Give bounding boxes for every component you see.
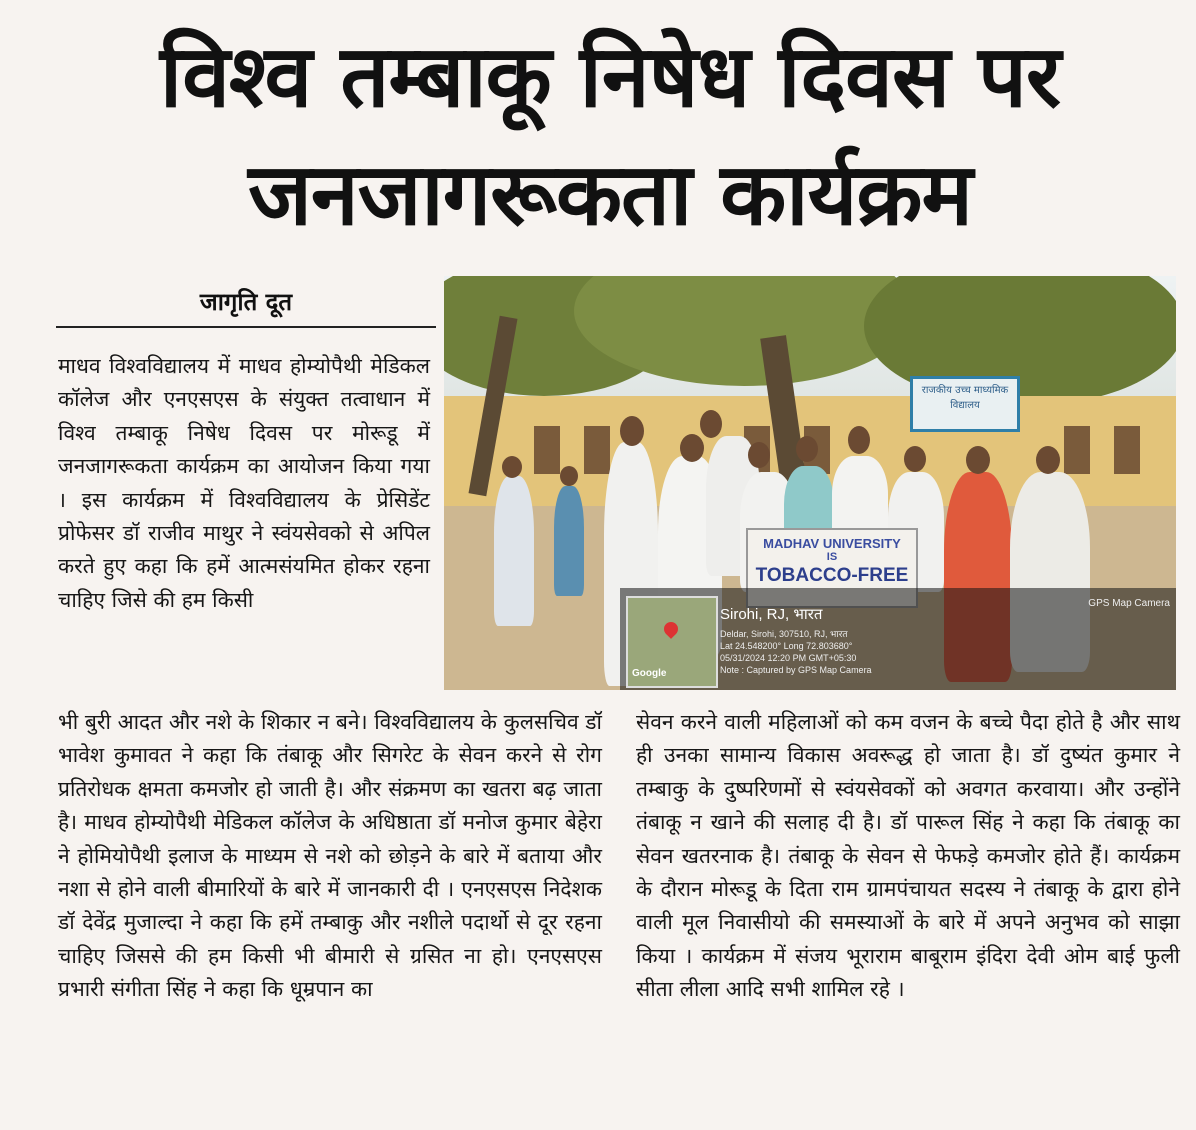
gps-datetime: 05/31/2024 12:20 PM GMT+05:30 (720, 653, 857, 663)
banner-line-3: TOBACCO-FREE (755, 565, 909, 586)
gps-location: Sirohi, RJ, भारत (720, 606, 823, 623)
person-head (848, 426, 870, 454)
banner-line-2: IS (826, 551, 838, 563)
byline: जागृति दूत (56, 282, 436, 328)
person-head (966, 446, 990, 474)
gps-details (720, 628, 872, 676)
map-label: Google (632, 668, 667, 679)
event-photo (444, 276, 1176, 690)
person-head (700, 410, 722, 438)
person-head (1036, 446, 1060, 474)
headline (40, 18, 1180, 254)
gps-overlay (620, 588, 1176, 690)
person-head (560, 466, 578, 486)
person (554, 486, 584, 596)
map-pin-icon (661, 619, 681, 639)
person (494, 476, 534, 626)
banner-line-1: MADHAV UNIVERSITY (763, 536, 901, 551)
gps-address: Deldar, Sirohi, 307510, RJ, भारत (720, 629, 848, 639)
gps-coords: Lat 24.548200° Long 72.803680° (720, 641, 853, 651)
gps-note: Note : Captured by GPS Map Camera (720, 665, 872, 675)
person-head (680, 434, 704, 462)
gps-camera-label: GPS Map Camera (1088, 598, 1170, 609)
window (1114, 426, 1140, 474)
person-head (904, 446, 926, 472)
article-column-1 (58, 350, 430, 617)
person-head (620, 416, 644, 446)
window (1064, 426, 1090, 474)
article-column-2 (58, 706, 602, 1007)
person-head (502, 456, 522, 478)
article-text: भी बुरी आदत और नशे के शिकार न बने। विश्वविद्यालय के कुलसचिव डॉ भावेश कुमावत ने कहा कि तंबाकू और सिगरेट के सेवन करने से रोग प्रतिरोधक क्षमता कमजोर हो जाती है। और संक्रमण का खतरा बढ़ जाता है। माधव होम्योपैथी मेडिकल कॉलेज के अधिष्ठाता डॉ मनोज कुमार बेहेरा ने होमियोपैथी इलाज के माध्यम से नशे को छोड़ने के बारे में बताया और नशा से होने वाली बीमारियों के बारे में जानकारी दी । एनएसएस निदेशक डॉ देवेंद्र मुजाल्दा ने कहा कि हमें तम्बाकु और नशीले पदार्थो से दूर रहना चाहिए जिससे की हम किसी भी बीमारी से ग्रसित ना हो। एनएसएस प्रभारी संगीता सिंह ने कहा कि धूम्रपान का (58, 710, 602, 1002)
article-text: माधव विश्वविद्यालय में माधव होम्योपैथी मेडिकल कॉलेज और एनएसएस के संयुक्त तत्वाधान में विश्व तम्बाकू निषेध दिवस पर मोरूडू में जनजागरूकता कार्यक्रम का आयोजन किया गया । इस कार्यक्रम में विश्वविद्यालय के प्रेसिडेंट प्रोफेसर डॉ राजीव माथुर ने स्वंयसेवको से अपिल करते हुए कहा कि हमें आत्मसंयमित होकर रहना चाहिए जिसे की हम किसी (58, 354, 430, 612)
window (584, 426, 610, 474)
person-head (796, 436, 818, 462)
school-signboard: राजकीय उच्च माध्यमिक विद्यालय (910, 376, 1020, 432)
article-text: सेवन करने वाली महिलाओं को कम वजन के बच्चे पैदा होते है और साथ ही उनका सामान्य विकास अवरूद्ध हो जाता है। डॉ दुष्यंत कुमार ने तम्बाकु के दुष्परिणमों से स्वंयसेवकों को अवगत करवाया। और उन्होंने तंबाकू न खाने की सलाह दी है। डॉ पारूल सिंह ने कहा कि तंबाकू का सेवन खतरनाक है। तंबाकू के सेवन से फेफड़े कमजोर होते हैं। कार्यक्रम के दौरान मोरूडू के दिता राम ग्रामपंचायत सदस्य ने तंबाकू के द्वारा होने वाली मूल निवासीयो की समस्याओं के बारे में अपने अनुभव को साझा किया । कार्यक्रम में संजय भूराराम बाबूराम इंदिरा देवी ओम बाई फुली सीता लीला आदि सभी शामिल रहे । (636, 710, 1180, 1002)
headline-line-2: जनजागरूकता कार्यक्रम (248, 145, 972, 245)
article-column-3 (636, 706, 1180, 1007)
window (534, 426, 560, 474)
gps-map-thumbnail (626, 596, 718, 688)
person-head (748, 442, 770, 468)
headline-line-1: विश्व तम्बाकू निषेध दिवस पर (159, 27, 1061, 127)
